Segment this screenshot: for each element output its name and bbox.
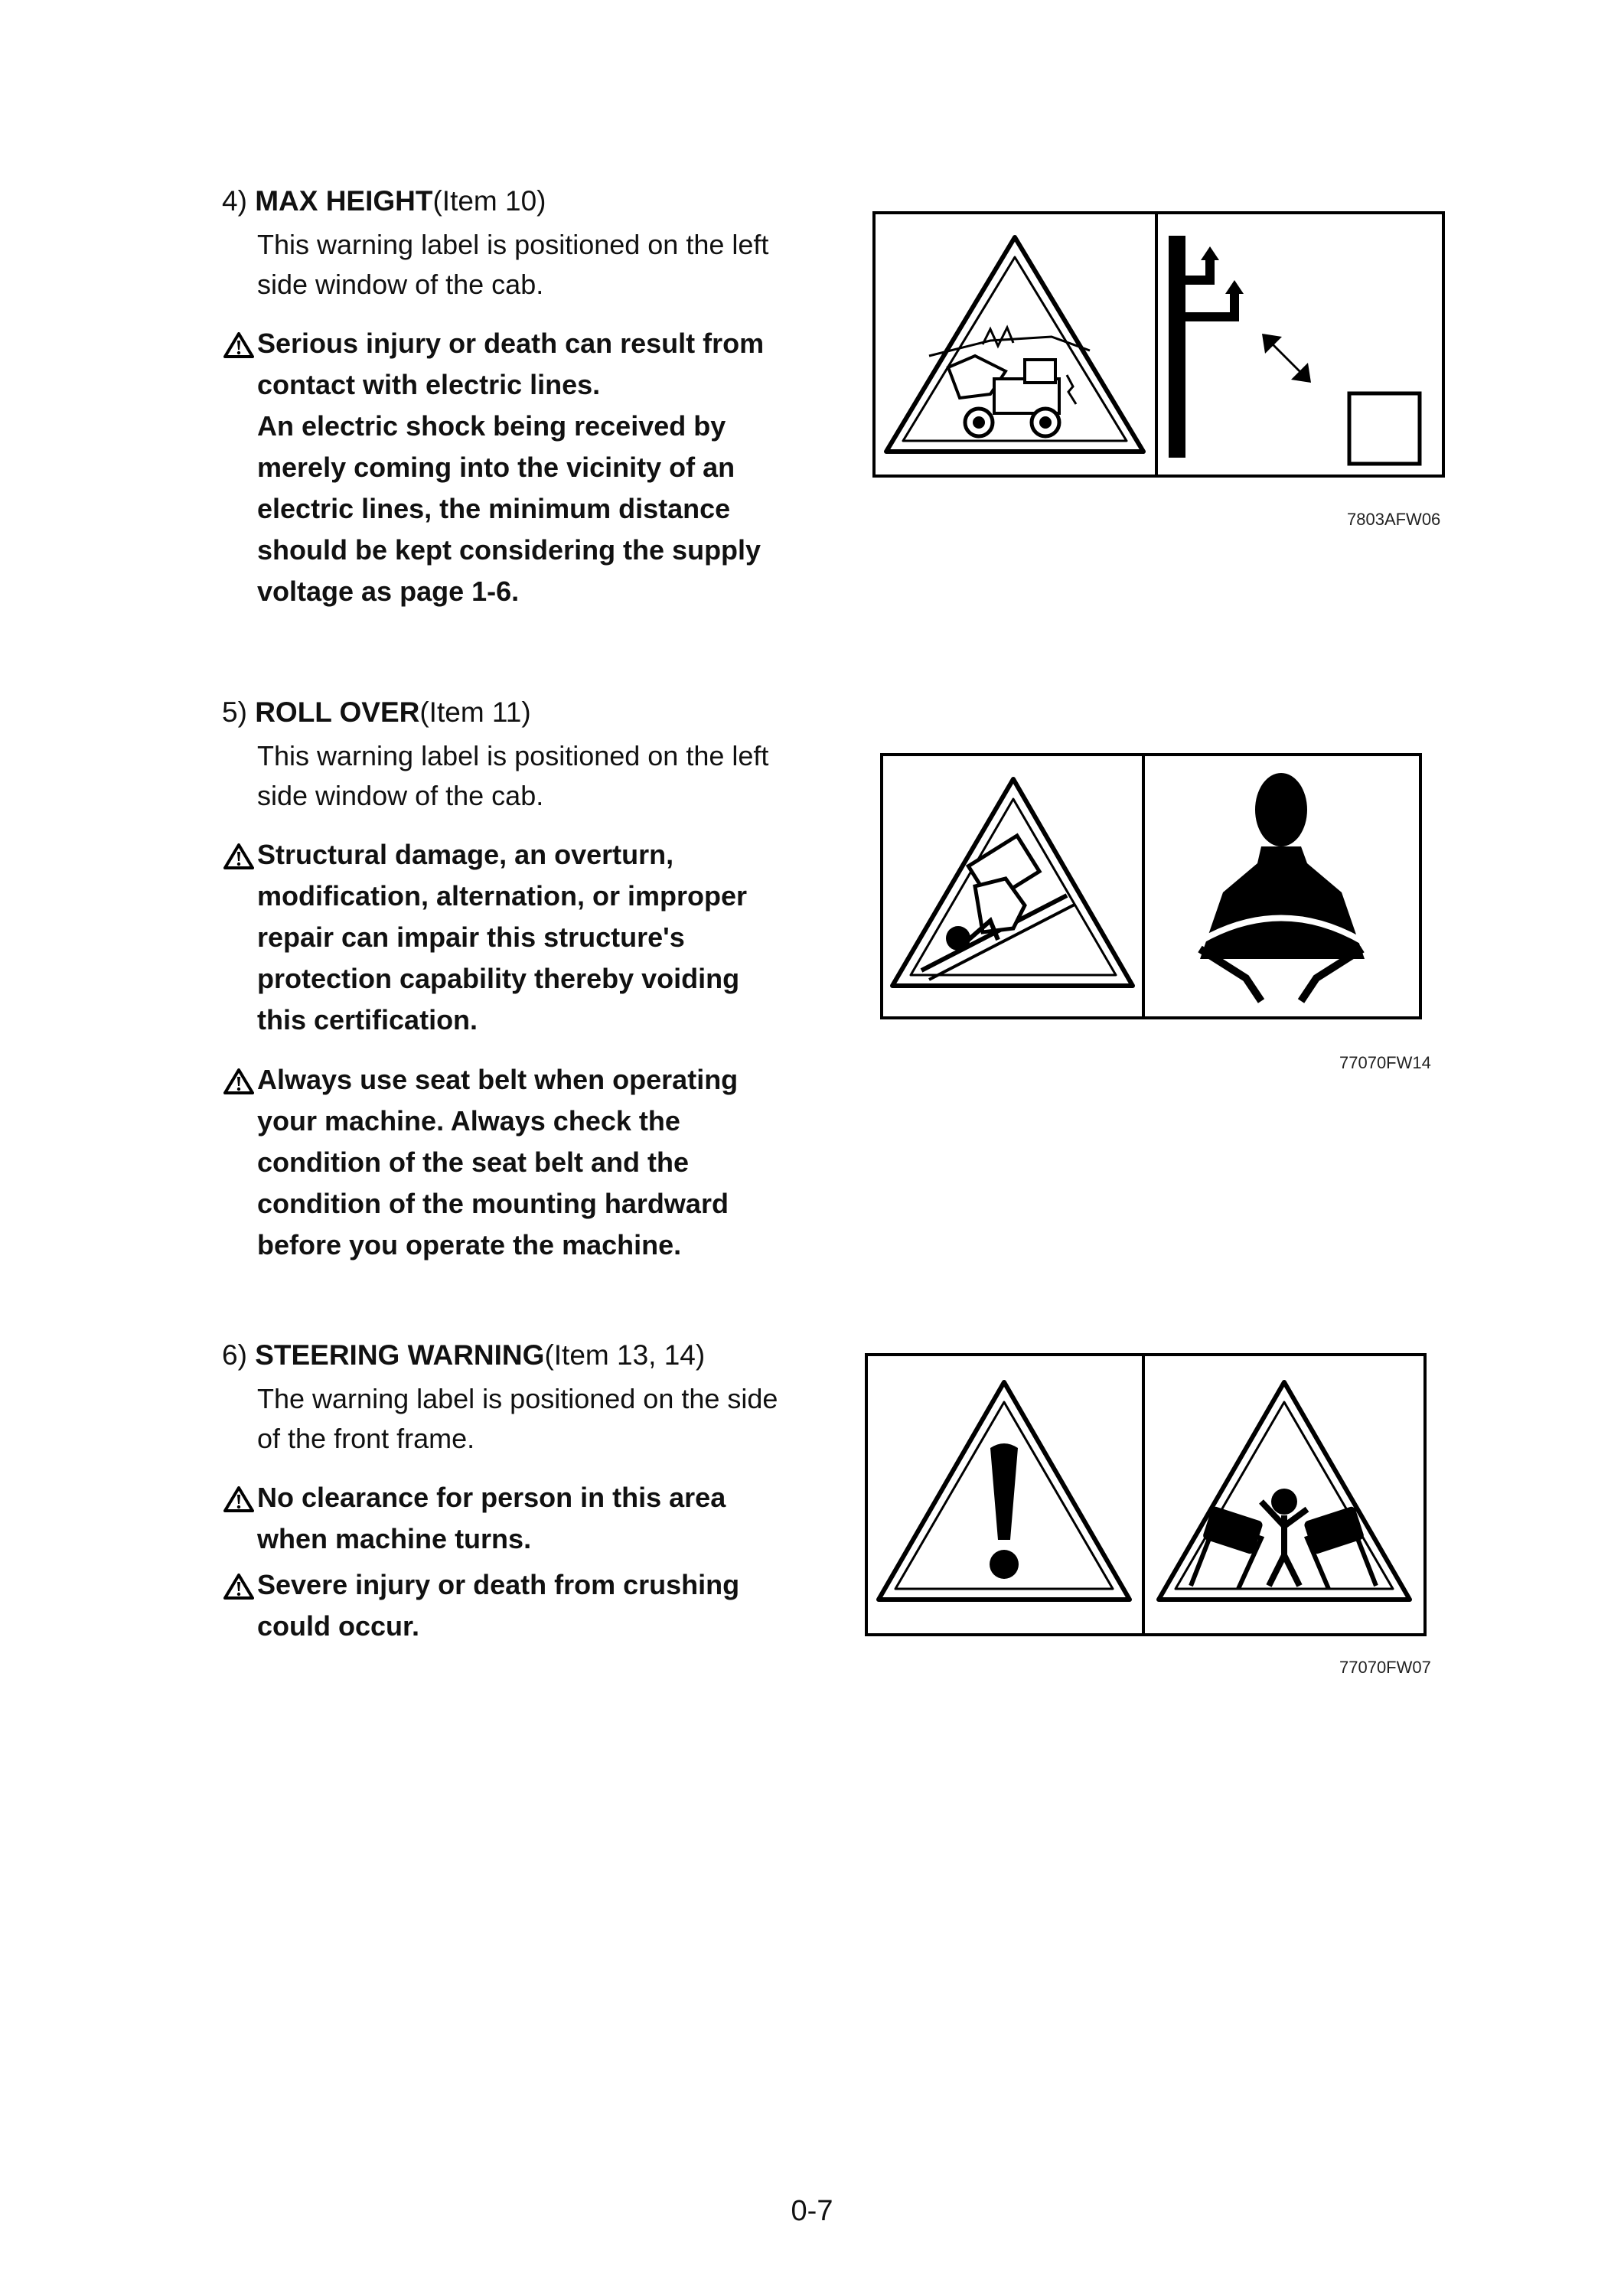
description-line: side window of the cab.: [257, 780, 544, 811]
electric-line-hazard-icon: [876, 214, 1155, 475]
section-title: STEERING WARNING: [255, 1339, 545, 1371]
section-description: [257, 225, 804, 305]
section-description: [257, 1379, 804, 1459]
description-line: side window of the cab.: [257, 269, 544, 300]
hazard-panel: [1142, 1356, 1423, 1633]
warning-block: [222, 1477, 804, 1560]
warning-line: No clearance for person in this area: [257, 1482, 726, 1513]
section-item: (Item 13, 14): [544, 1339, 706, 1371]
warning-line: this certification.: [257, 1004, 478, 1035]
warning-triangle-icon: [223, 1068, 254, 1094]
warning-line: voltage as page 1-6.: [257, 576, 520, 607]
warning-line: your machine. Always check the: [257, 1105, 680, 1137]
section-number: 5): [222, 696, 247, 728]
warning-line: before you operate the machine.: [257, 1229, 682, 1261]
section-item: (Item 11): [419, 696, 531, 728]
warning-label-figure: [872, 211, 1445, 478]
warning-line: Structural damage, an overturn,: [257, 839, 674, 870]
hazard-panel: [868, 1356, 1142, 1633]
warning-line: protection capability thereby voiding: [257, 963, 740, 994]
warning-line: modification, alternation, or improper: [257, 880, 748, 912]
warning-label-figure: [880, 753, 1422, 1019]
seatbelt-operator-icon: [1145, 756, 1419, 1016]
rollover-hazard-icon: [883, 756, 1142, 1016]
height-clearance-icon: [1158, 214, 1442, 475]
warning-triangle-icon: [223, 843, 254, 869]
warning-label-figure: [865, 1353, 1427, 1636]
exclamation-hazard-icon: [868, 1356, 1142, 1633]
figure-code: 7803AFW06: [1347, 510, 1441, 529]
warning-line: electric lines, the minimum distance: [257, 493, 731, 524]
warning-line: merely coming into the vicinity of an: [257, 452, 735, 483]
warning-triangle-icon: [223, 1574, 254, 1600]
warning-line: Always use seat belt when operating: [257, 1064, 739, 1095]
figure-code: 77070FW07: [1339, 1658, 1431, 1677]
description-line: This warning label is positioned on the left: [257, 740, 769, 771]
hazard-panel: [883, 756, 1142, 1016]
page-number: 0-7: [791, 2195, 833, 2227]
warning-line: Severe injury or death from crushing: [257, 1569, 740, 1600]
warning-triangle-icon: [223, 332, 254, 358]
section-text: [222, 182, 804, 612]
warning-line: could occur.: [257, 1610, 420, 1642]
section-heading: [222, 1336, 804, 1375]
section-number: 6): [222, 1339, 247, 1371]
warning-line: repair can impair this structure's: [257, 921, 685, 953]
clearance-panel: [1155, 214, 1442, 475]
description-line: This warning label is positioned on the left: [257, 229, 769, 260]
warning-line: condition of the seat belt and the: [257, 1146, 690, 1178]
seatbelt-panel: [1142, 756, 1419, 1016]
section-number: 4): [222, 185, 247, 217]
section-title: ROLL OVER: [255, 696, 420, 728]
warning-line: contact with electric lines.: [257, 369, 601, 400]
section-description: [257, 736, 804, 816]
description-line: of the front frame.: [257, 1423, 475, 1454]
crushing-hazard-icon: [1145, 1356, 1423, 1633]
warning-block: [222, 834, 804, 1041]
warning-line: An electric shock being received by: [257, 410, 726, 442]
section-text: [222, 693, 804, 1266]
warning-line: should be kept considering the supply: [257, 534, 761, 566]
description-line: The warning label is positioned on the side: [257, 1383, 778, 1414]
warning-triangle-icon: [223, 1486, 254, 1512]
section-title: MAX HEIGHT: [255, 185, 433, 217]
section-item: (Item 10): [432, 185, 546, 217]
section-heading: [222, 693, 804, 732]
warning-block: [222, 1564, 804, 1647]
warning-block: [222, 323, 804, 612]
hazard-panel: [876, 214, 1155, 475]
section-text: [222, 1336, 804, 1647]
warning-line: when machine turns.: [257, 1523, 532, 1554]
warning-line: condition of the mounting hardward: [257, 1188, 729, 1219]
figure-code: 77070FW14: [1339, 1053, 1431, 1072]
section-heading: [222, 182, 804, 220]
warning-block: [222, 1059, 804, 1266]
warning-line: Serious injury or death can result from: [257, 328, 765, 359]
